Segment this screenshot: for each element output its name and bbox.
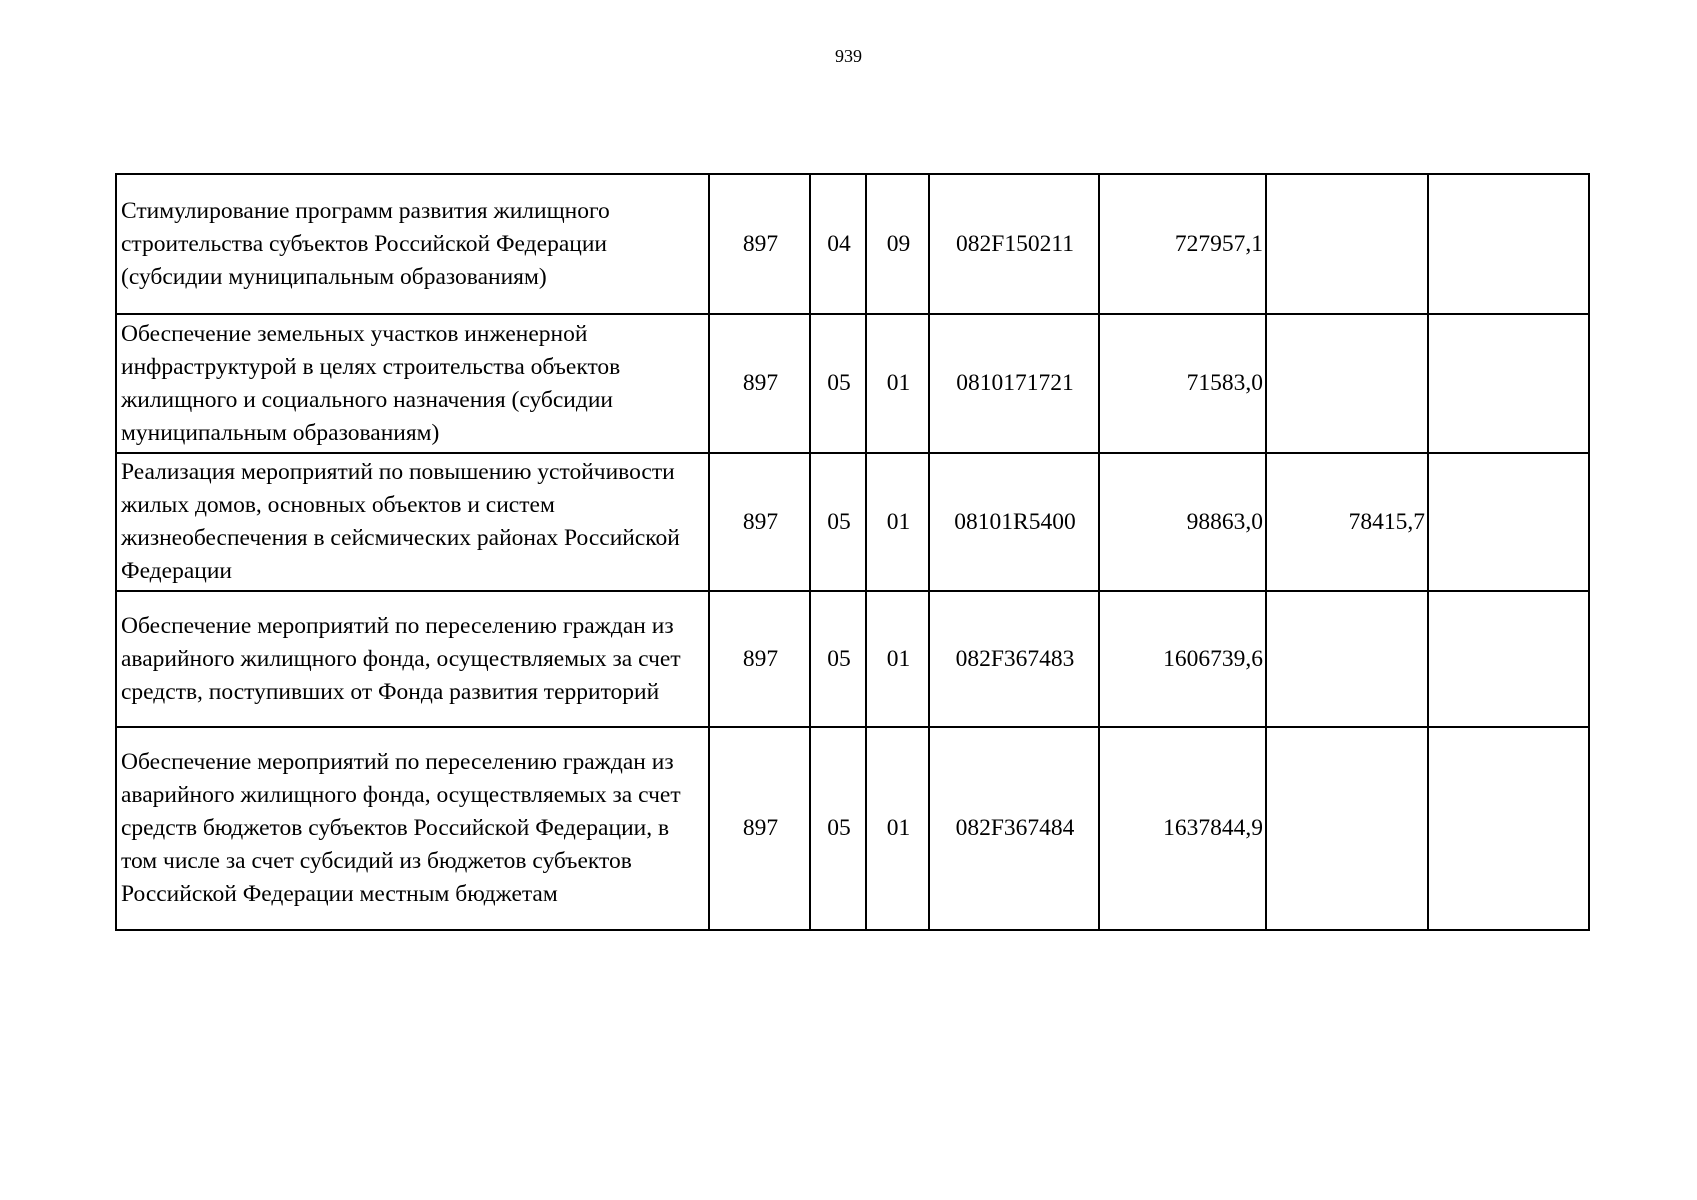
page-number: 939	[835, 46, 862, 66]
federal-amount-cell	[1266, 314, 1428, 453]
subsection-code: 01	[866, 453, 929, 591]
subsection-code: 01	[866, 314, 929, 453]
target-article-code: 082F367484	[929, 727, 1099, 930]
section-code: 05	[810, 453, 866, 591]
budget-table	[115, 173, 1590, 931]
row-description: Обеспечение земельных участков инженерной инфраструктурой в целях строительства объектов жилищного и социального назначения (субсидии муниципальным образованиям)	[116, 314, 709, 453]
ministry-code: 897	[709, 453, 810, 591]
amount-cell: 71583,0	[1099, 314, 1266, 453]
amount-cell: 1606739,6	[1099, 591, 1266, 727]
section-code: 05	[810, 314, 866, 453]
ministry-code: 897	[709, 727, 810, 930]
table-row	[116, 591, 1589, 727]
row-description: Обеспечение мероприятий по переселению граждан из аварийного жилищного фонда, осуществляемых за счет средств бюджетов субъектов Российской Федерации, в том числе за счет субсидий из бюджетов субъектов Российской Федерации местным бюджетам	[116, 727, 709, 930]
section-code: 05	[810, 591, 866, 727]
table-row	[116, 174, 1589, 314]
extra-amount-cell	[1428, 727, 1589, 930]
extra-amount-cell	[1428, 314, 1589, 453]
subsection-code: 01	[866, 727, 929, 930]
section-code: 05	[810, 727, 866, 930]
row-description: Стимулирование программ развития жилищного строительства субъектов Российской Федерации (субсидии муниципальным образованиям)	[116, 174, 709, 314]
table-row	[116, 727, 1589, 930]
table-row	[116, 453, 1589, 591]
section-code: 04	[810, 174, 866, 314]
federal-amount-cell: 78415,7	[1266, 453, 1428, 591]
ministry-code: 897	[709, 314, 810, 453]
extra-amount-cell	[1428, 453, 1589, 591]
federal-amount-cell	[1266, 727, 1428, 930]
extra-amount-cell	[1428, 174, 1589, 314]
subsection-code: 09	[866, 174, 929, 314]
federal-amount-cell	[1266, 174, 1428, 314]
row-description: Реализация мероприятий по повышению устойчивости жилых домов, основных объектов и систем жизнеобеспечения в сейсмических районах Российской Федерации	[116, 453, 709, 591]
target-article-code: 08101R5400	[929, 453, 1099, 591]
row-description: Обеспечение мероприятий по переселению граждан из аварийного жилищного фонда, осуществляемых за счет средств, поступивших от Фонда развития территорий	[116, 591, 709, 727]
target-article-code: 0810171721	[929, 314, 1099, 453]
federal-amount-cell	[1266, 591, 1428, 727]
ministry-code: 897	[709, 174, 810, 314]
table-row	[116, 314, 1589, 453]
amount-cell: 1637844,9	[1099, 727, 1266, 930]
subsection-code: 01	[866, 591, 929, 727]
target-article-code: 082F150211	[929, 174, 1099, 314]
extra-amount-cell	[1428, 591, 1589, 727]
amount-cell: 727957,1	[1099, 174, 1266, 314]
amount-cell: 98863,0	[1099, 453, 1266, 591]
target-article-code: 082F367483	[929, 591, 1099, 727]
ministry-code: 897	[709, 591, 810, 727]
